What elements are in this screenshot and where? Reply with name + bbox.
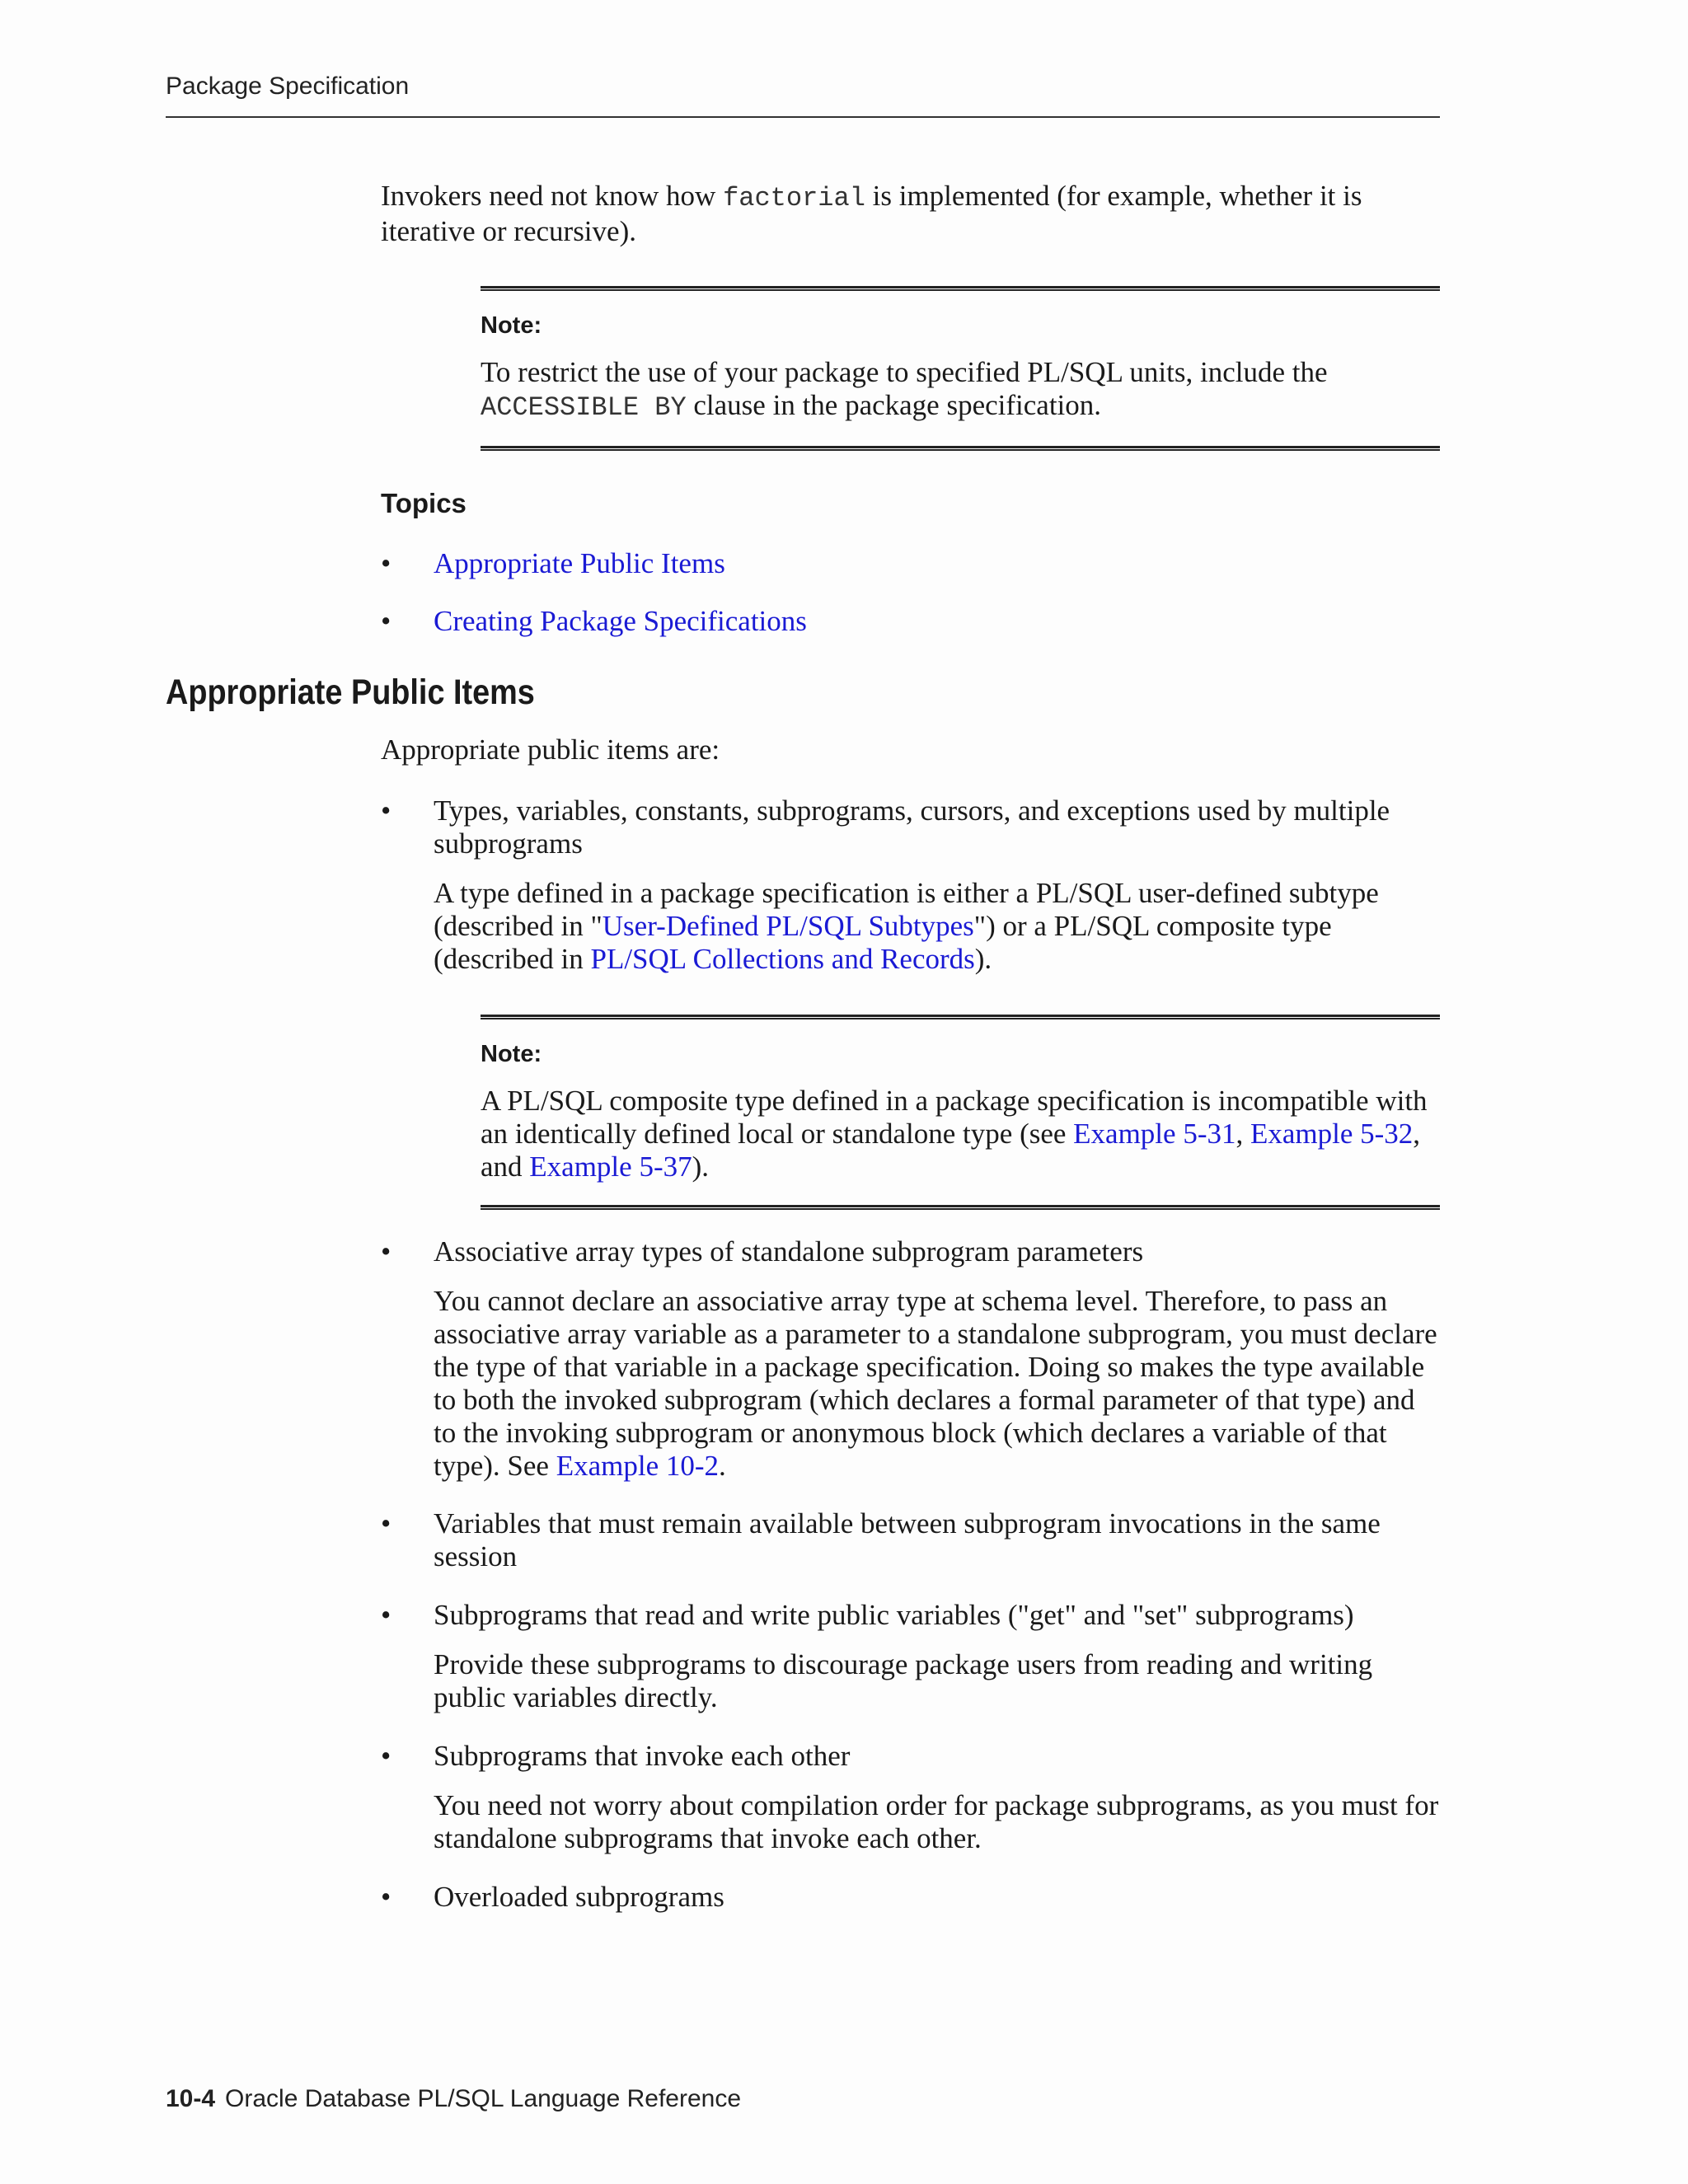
- header-rule: [166, 116, 1440, 118]
- list-item-label: Subprograms that invoke each other: [434, 1740, 851, 1772]
- list-item-label: Overloaded subprograms: [434, 1881, 724, 1913]
- desc-text: You cannot declare an associative array type at schema level. Therefore, to pass an associative array variable as a parameter to a standalone subprogram, you must declare the type of that variable in a package specification. Doing so makes the type available to both the invoked subprogram (which declares a formal parameter of that type) and to the invoking subprogram or anonymous block (which declares a variable of that type). See: [434, 1285, 1437, 1482]
- topic-link-creating-package-specifications[interactable]: Creating Package Specifications: [434, 605, 807, 637]
- book-title: Oracle Database PL/SQL Language Reference: [225, 2085, 742, 2112]
- desc-text: ).: [974, 943, 992, 975]
- bullet-icon: •: [381, 1235, 392, 1268]
- note1-text-before: To restrict the use of your package to specified PL/SQL units, include the: [481, 356, 1328, 388]
- intro-text-after: is implemented (for example, whether it is iterative or recursive).: [381, 180, 1362, 247]
- note-title: Note:: [481, 1041, 542, 1067]
- page-footer: [166, 2085, 741, 2113]
- link-collections-and-records[interactable]: PL/SQL Collections and Records: [590, 943, 975, 975]
- desc-text: .: [719, 1450, 726, 1482]
- list-item-description: [434, 877, 1440, 976]
- bullet-icon: •: [381, 1507, 392, 1540]
- list-item-label: Types, variables, constants, subprograms, cursors, and exceptions used by multiple subprograms: [434, 794, 1390, 860]
- link-user-defined-subtypes[interactable]: User-Defined PL/SQL Subtypes: [602, 910, 974, 942]
- intro-code: factorial: [723, 183, 865, 213]
- bullet-icon: •: [381, 547, 392, 579]
- list-item-description: You need not worry about compilation order for package subprograms, as you must for standalone subprograms that invoke each other.: [434, 1789, 1439, 1854]
- link-example-5-31[interactable]: Example 5-31: [1073, 1118, 1236, 1150]
- note-text: [481, 1085, 1440, 1183]
- note-box-2: [481, 1015, 1440, 1210]
- note1-code: ACCESSIBLE BY: [481, 392, 687, 423]
- bullet-icon: •: [381, 605, 392, 637]
- note-text: [481, 356, 1440, 424]
- topics-heading: Topics: [381, 488, 467, 518]
- note2-text: A PL/SQL composite type defined in a package specification is incompatible with an identically defined local or standalone type (see: [481, 1085, 1428, 1150]
- list-item-description: Provide these subprograms to discourage package users from reading and writing public variables directly.: [434, 1648, 1373, 1713]
- desc-text: ") or a PL/SQL composite type (described in: [434, 910, 1332, 975]
- bullet-icon: •: [381, 794, 392, 827]
- note-rule-bottom: [481, 446, 1440, 451]
- intro-paragraph: [381, 180, 1440, 248]
- bullet-icon: •: [381, 1881, 392, 1913]
- intro-text-before: Invokers need not know how: [381, 180, 724, 212]
- bullet-icon: •: [381, 1599, 392, 1631]
- link-example-10-2[interactable]: Example 10-2: [556, 1450, 720, 1482]
- link-example-5-32[interactable]: Example 5-32: [1250, 1118, 1414, 1150]
- section-intro: Appropriate public items are:: [381, 733, 720, 766]
- note2-text: ,: [1236, 1118, 1250, 1150]
- section-heading: Appropriate Public Items: [166, 673, 535, 712]
- note-title: Note:: [481, 312, 542, 339]
- note-rule-bottom: [481, 1205, 1440, 1210]
- list-item-label: Subprograms that read and write public variables ("get" and "set" subprograms): [434, 1599, 1354, 1631]
- note2-text: , and: [481, 1118, 1421, 1183]
- note1-text-after: clause in the package specification.: [686, 389, 1102, 421]
- note-box-1: [481, 286, 1440, 451]
- bullet-icon: •: [381, 1740, 392, 1772]
- list-item-label: Variables that must remain available between subprogram invocations in the same session: [434, 1507, 1381, 1572]
- page-number: 10-4: [166, 2085, 216, 2112]
- note-rule-top: [481, 1015, 1440, 1019]
- desc-text: A type defined in a package specification is either a PL/SQL user-defined subtype (described in ": [434, 877, 1379, 942]
- link-example-5-37[interactable]: Example 5-37: [529, 1151, 692, 1183]
- note-rule-top: [481, 286, 1440, 291]
- note2-text: ).: [692, 1151, 710, 1183]
- list-item-label: Associative array types of standalone subprogram parameters: [434, 1235, 1144, 1268]
- running-header: Package Specification: [166, 73, 410, 100]
- list-item-description: [434, 1285, 1440, 1483]
- topic-link-appropriate-public-items[interactable]: Appropriate Public Items: [434, 547, 725, 579]
